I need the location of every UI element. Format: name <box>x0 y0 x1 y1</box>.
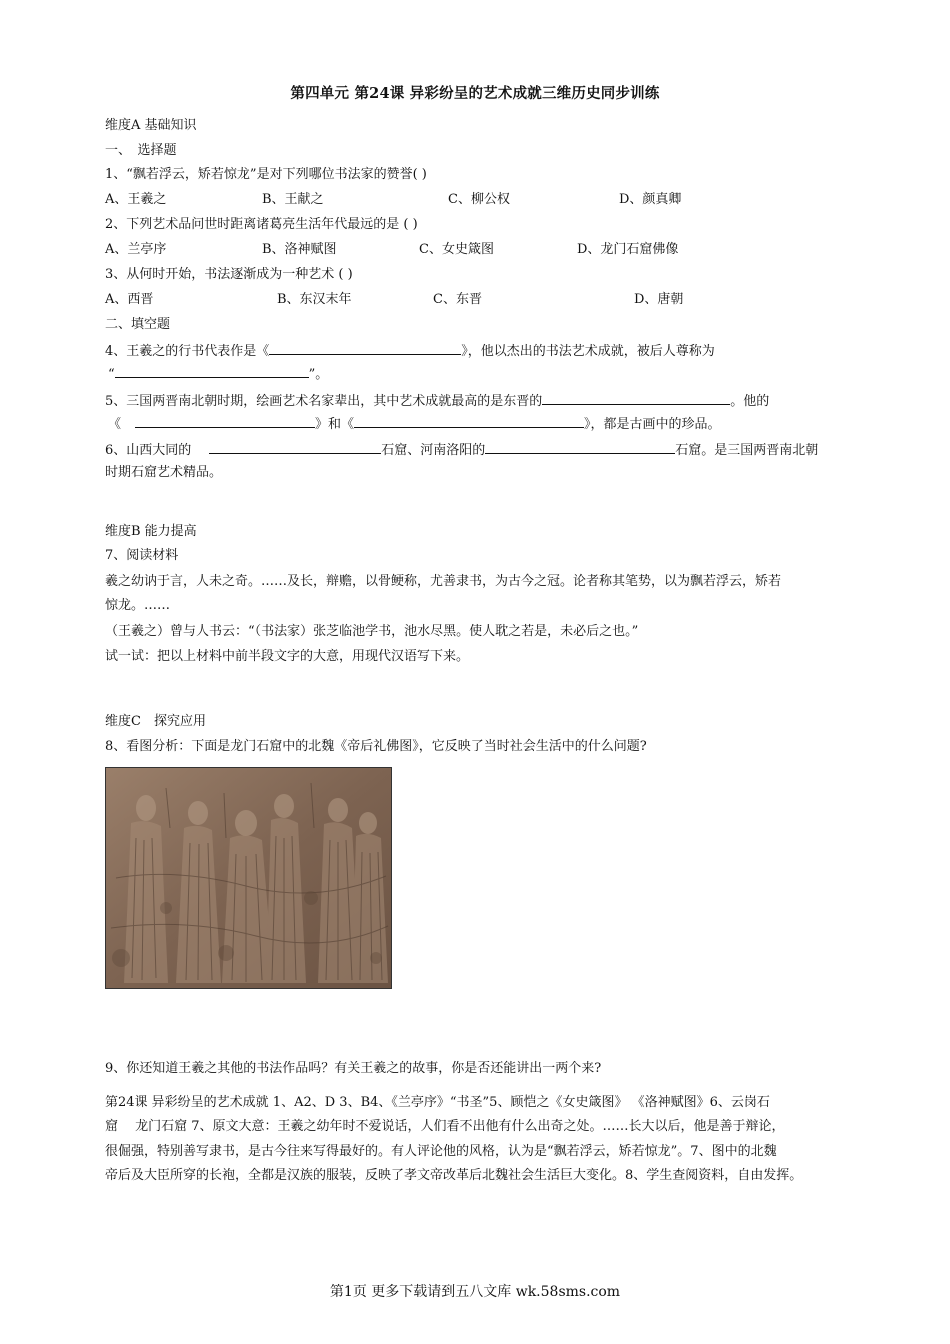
answer-line-2: 窟 龙门石窟 7、原文大意：王羲之幼年时不爱说话，人们看不出他有什么出奇之处。……长大以后，他是善于辩论， <box>105 1119 785 1134</box>
q4-blank-2[interactable] <box>115 364 309 378</box>
page-footer: 第1页 更多下载请到五八文库 wk.58sms.com <box>329 1284 621 1300</box>
q4-blank-1[interactable] <box>269 341 461 355</box>
q7-material-line-1: 羲之幼讷于言，人未之奇。……及长，辩赡，以骨鲠称，尤善隶书，为古今之冠。论者称其笔势，以为飘若浮云，矫若 <box>105 574 782 589</box>
q3-option-b: B、东汉末年 <box>277 292 352 307</box>
q6-blank-2[interactable] <box>485 440 675 454</box>
q3-option-a: A、西晋 <box>105 292 154 307</box>
q5-line-1 <box>105 391 769 411</box>
q4-text-b: 》，他以杰出的书法艺术成就，被后人尊称为 <box>461 344 715 359</box>
q6-blank-1[interactable] <box>209 440 381 454</box>
q4-text-c: “ <box>108 367 115 382</box>
q3-option-d: D、唐朝 <box>634 292 684 307</box>
q1-option-c: C、柳公权 <box>448 192 510 207</box>
q2-option-a: A、兰亭序 <box>105 242 167 257</box>
q5-text-c: 《 <box>108 417 122 432</box>
q2-option-b: B、洛神赋图 <box>262 242 337 257</box>
page-title: 第四单元 第24课 异彩纷呈的艺术成就三维历史同步训练 <box>290 85 660 102</box>
q6-line-2: 时期石窟艺术精品。 <box>105 465 223 480</box>
answer-line-1: 第24课 异彩纷呈的艺术成就 1、A2、D 3、B4、《兰亭序》“书圣”5、顾恺之《女史箴图》 《洛神赋图》6、云岗石 <box>105 1095 770 1110</box>
part-choice-heading: 一、 选择题 <box>105 143 177 158</box>
q5-text-b: 。他的 <box>730 394 770 409</box>
procession-relief-image <box>105 767 392 989</box>
q5-text-e: 》，都是古画中的珍品。 <box>584 417 721 432</box>
q6-text-b: 石窟、河南洛阳的 <box>381 443 486 458</box>
q1-option-d: D、颜真卿 <box>619 192 682 207</box>
q4-text-a: 4、王羲之的行书代表作是《 <box>105 344 270 359</box>
q4-line-1 <box>105 341 715 361</box>
q5-text-d: 》和《 <box>315 417 355 432</box>
answer-line-3: 很倔强，特别善写隶书，是古今往来写得最好的。有人评论他的风格，认为是“飘若浮云，矫若惊龙”。7、图中的北魏 <box>105 1144 777 1159</box>
q5-text-a: 5、三国两晋南北朝时期，绘画艺术名家辈出，其中艺术成就最高的是东晋的 <box>105 394 543 409</box>
q4-line-2 <box>108 364 328 384</box>
q5-line-2 <box>108 414 721 434</box>
q2-option-d: D、龙门石窟佛像 <box>577 242 679 257</box>
q5-blank-2[interactable] <box>135 414 315 428</box>
q5-blank-3[interactable] <box>354 414 584 428</box>
section-a-heading: 维度A 基础知识 <box>105 118 197 133</box>
section-b-heading: 维度B 能力提高 <box>105 524 197 539</box>
section-c-heading: 维度C 探究应用 <box>105 714 206 729</box>
q6-text-a: 6、山西大同的 <box>105 443 192 458</box>
answer-line-4: 帝后及大臣所穿的长袍，全都是汉族的服装，反映了孝文帝改革后北魏社会生活巨大变化。8、学生查阅资料，自由发挥。 <box>105 1168 803 1183</box>
q9-stem: 9、你还知道王羲之其他的书法作品吗？有关王羲之的故事，你是否还能讲出一两个来? <box>105 1061 602 1076</box>
q2-stem: 2、下列艺术品问世时距离诸葛亮生活年代最远的是 ( ) <box>105 217 418 232</box>
q1-stem: 1、“飘若浮云，矫若惊龙”是对下列哪位书法家的赞誉( ) <box>105 167 427 182</box>
q7-task: 试一试：把以上材料中前半段文字的大意，用现代汉语写下来。 <box>105 649 470 664</box>
q6-line-1 <box>105 440 818 460</box>
q5-blank-1[interactable] <box>542 391 730 405</box>
q8-stem: 8、看图分析：下面是龙门石窟中的北魏《帝后礼佛图》，它反映了当时社会生活中的什么问题? <box>105 739 647 754</box>
q4-text-d: ”。 <box>308 367 329 382</box>
q3-stem: 3、从何时开始，书法逐渐成为一种艺术 ( ) <box>105 267 353 282</box>
q6-text-c: 石窟。是三国两晋南北朝 <box>675 443 819 458</box>
q1-option-a: A、王羲之 <box>105 192 167 207</box>
part-fill-heading: 二、填空题 <box>105 317 171 332</box>
q7-material-line-3: （王羲之）曾与人书云：“（书法家）张芝临池学书，池水尽黑。使人耽之若是，未必后之也。” <box>105 624 639 639</box>
q1-option-b: B、王献之 <box>262 192 324 207</box>
q7-stem: 7、阅读材料 <box>105 548 179 563</box>
q3-option-c: C、东晋 <box>433 292 482 307</box>
q2-option-c: C、女史箴图 <box>419 242 494 257</box>
q7-material-line-2: 惊龙。…… <box>105 598 171 613</box>
